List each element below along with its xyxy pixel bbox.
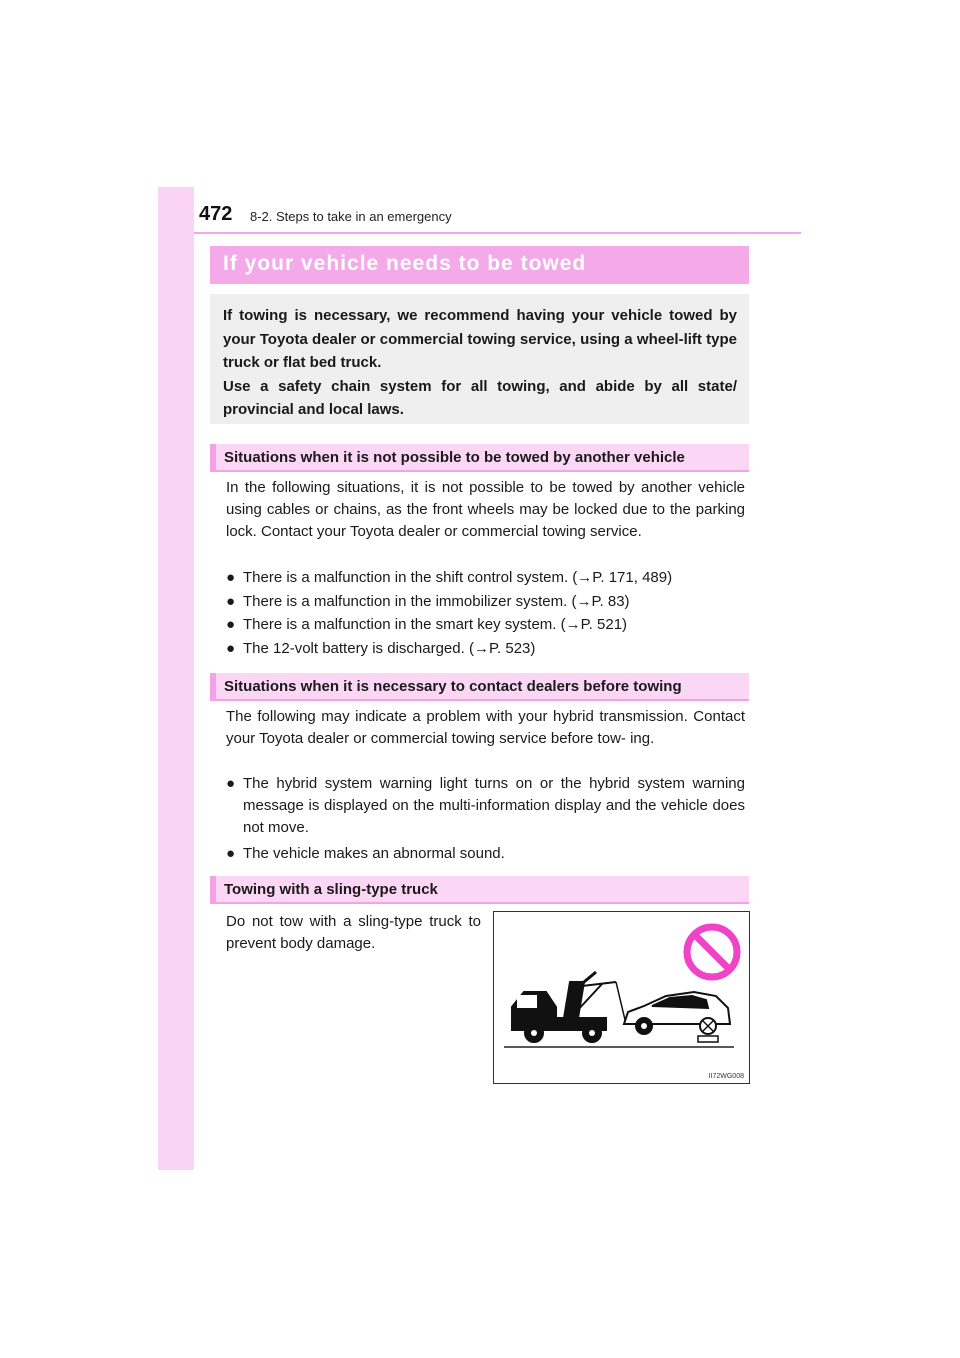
chapter-side-strip [158,187,194,1170]
list-item: ● The hybrid system warning light turns on or the hybrid system warning message is displayed on the multi-information display and the vehicle does not move. [226,775,745,836]
bullet-icon: ● [226,845,236,862]
figure-code: II72WG008 [708,1073,744,1080]
section-heading-contact-dealers: Situations when it is necessary to contact dealers before towing [210,673,749,701]
page-title: If your vehicle needs to be towed [210,246,749,284]
header-rule [194,232,801,234]
bullet-icon: ● [226,569,236,586]
bullet-icon: ● [226,640,236,657]
towing-illustration [493,911,750,1084]
intro-paragraph-2: Use a safety chain system for all towing, and abide by all state/ provincial and local laws. [223,377,737,418]
section2-paragraph: The following may indicate a problem with your hybrid transmission. Contact your Toyota dealer or commercial towing service before tow- ing. [226,708,745,747]
list-item: ● There is a malfunction in the shift control system. (→P. 171, 489) [226,567,745,589]
intro-paragraph-1: If towing is necessary, we recommend having your vehicle towed by your Toyota dealer or commercial towing service, using a wheel-lift type truck or flat bed truck. [223,307,737,371]
list-item: ● There is a malfunction in the immobilizer system. (→P. 83) [226,591,745,613]
list-item: ● The 12-volt battery is discharged. (→P. 523) [226,638,745,660]
bullet-icon: ● [226,775,236,792]
page-number: 472 [199,203,233,225]
bullet-icon: ● [226,616,236,633]
bullet-icon: ● [226,593,236,610]
section3-paragraph: Do not tow with a sling-type truck to prevent body damage. [226,913,481,952]
towed-car-icon [624,992,730,1042]
section-heading-not-possible: Situations when it is not possible to be towed by another vehicle [210,444,749,472]
intro-box [210,294,749,424]
tow-truck-icon [512,972,626,1042]
section-breadcrumb: 8-2. Steps to take in an emergency [250,209,452,224]
section1-paragraph: In the following situations, it is not possible to be towed by another vehicle using cables or chains, as the front wheels may be locked due to the parking lock. Contact your Toyota dealer or commercial towing service. [226,479,745,540]
list-item: ● There is a malfunction in the smart key system. (→P. 521) [226,614,745,636]
list-item: ● The vehicle makes an abnormal sound. [226,843,745,865]
section-heading-sling-truck: Towing with a sling-type truck [210,876,749,904]
prohibition-icon [687,927,737,977]
tow-truck-diagram [494,912,749,1083]
